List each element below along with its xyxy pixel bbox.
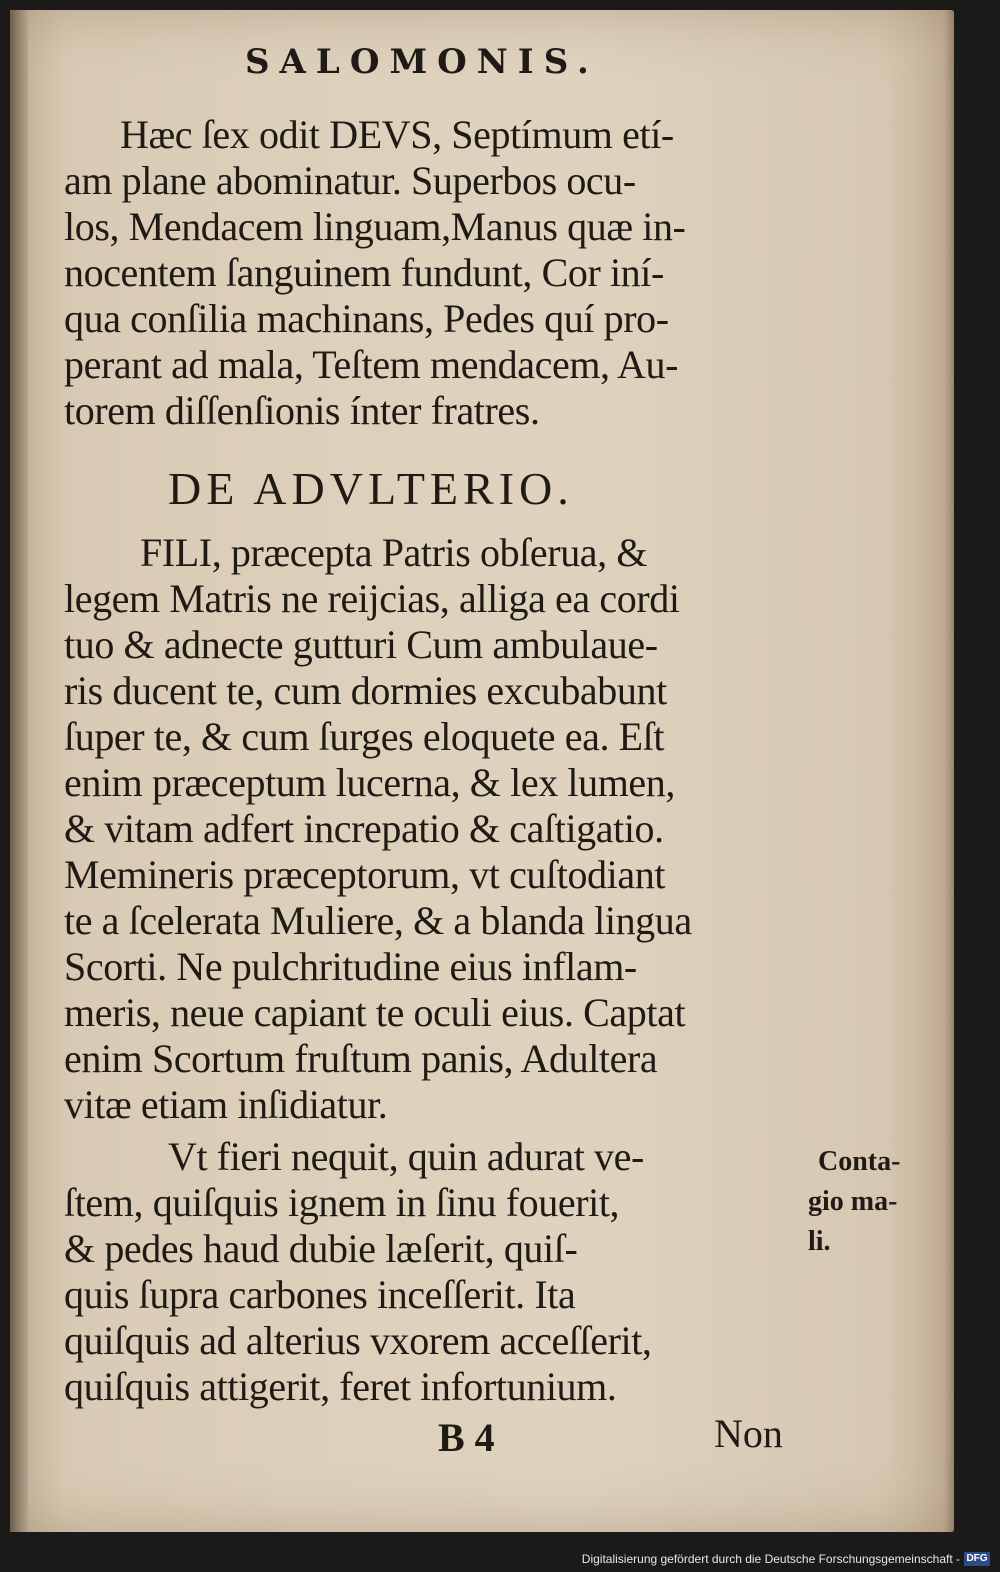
text-line: quiſquis ad alterius vxorem acceſſerit, bbox=[64, 1318, 652, 1363]
page-spine-shadow bbox=[10, 10, 28, 1532]
text-line: los, Mendacem linguam,Manus quæ in- bbox=[64, 204, 686, 249]
text-line: quis ſupra carbones inceſſerit. Ita bbox=[64, 1272, 576, 1317]
text-line: am plane abominatur. Superbos ocu- bbox=[64, 158, 636, 203]
text-line: Memineris præceptorum, vt cuſtodiant bbox=[64, 852, 666, 897]
margin-note-line: Conta- bbox=[818, 1146, 901, 1177]
text-line: meris, neue capiant te oculi eius. Captat bbox=[64, 990, 686, 1035]
text-line: FILI, præcepta Patris obſerua, & bbox=[140, 530, 648, 575]
text-line: ris ducent te, cum dormies excubabunt bbox=[64, 668, 667, 713]
text-line: te a ſcelerata Muliere, & a blanda lingua bbox=[64, 898, 692, 943]
margin-note-line: gio ma- bbox=[808, 1186, 898, 1217]
dfg-logo: DFG bbox=[964, 1552, 990, 1566]
text-line: quiſquis attigerit, feret infortunium. bbox=[64, 1364, 617, 1409]
text-line: tuo & adnecte gutturi Cum ambulaue- bbox=[64, 622, 658, 667]
signature-mark: B 4 bbox=[438, 1415, 495, 1460]
text-line: nocentem ſanguinem fundunt, Cor iní- bbox=[64, 250, 664, 295]
text-line: Scorti. Ne pulchritudine eius inflam- bbox=[64, 944, 637, 989]
section-heading: DE ADVLTERIO. bbox=[168, 463, 574, 514]
text-line: Vt fieri nequit, quin adurat ve- bbox=[168, 1134, 644, 1179]
text-line: & vitam adfert increpatio & caſtigatio. bbox=[64, 806, 664, 851]
text-line: Hæc ſex odit DEVS, Septímum etí- bbox=[120, 112, 674, 157]
text-line: perant ad mala, Teſtem mendacem, Au- bbox=[64, 342, 679, 387]
text-line: enim præceptum lucerna, & lex lumen, bbox=[64, 760, 675, 805]
text-line: enim Scortum fruſtum panis, Adultera bbox=[64, 1036, 658, 1081]
footer-credit: Digitalisierung gefördert durch die Deutsche Forschungsgemeinschaft - bbox=[581, 1552, 960, 1566]
text-line: ſuper te, & cum ſurges eloquete ea. Eſt bbox=[64, 714, 665, 759]
text-line: & pedes haud dubie læſerit, quiſ- bbox=[64, 1226, 578, 1271]
text-line: ſtem, quiſquis ignem in ſinu fouerit, bbox=[64, 1180, 620, 1225]
running-head: SALOMONIS. bbox=[245, 42, 599, 82]
text-line: qua conſilia machinans, Pedes quí pro- bbox=[64, 296, 669, 341]
text-line: legem Matris ne reijcias, alliga ea cordi bbox=[64, 576, 680, 621]
page-edge-shadow bbox=[944, 10, 954, 1532]
catchword: Non bbox=[714, 1411, 783, 1456]
text-line: vitæ etiam inſidiatur. bbox=[64, 1082, 388, 1127]
text-line: torem diſſenſionis ínter fratres. bbox=[64, 388, 540, 433]
margin-note-line: li. bbox=[808, 1226, 831, 1257]
